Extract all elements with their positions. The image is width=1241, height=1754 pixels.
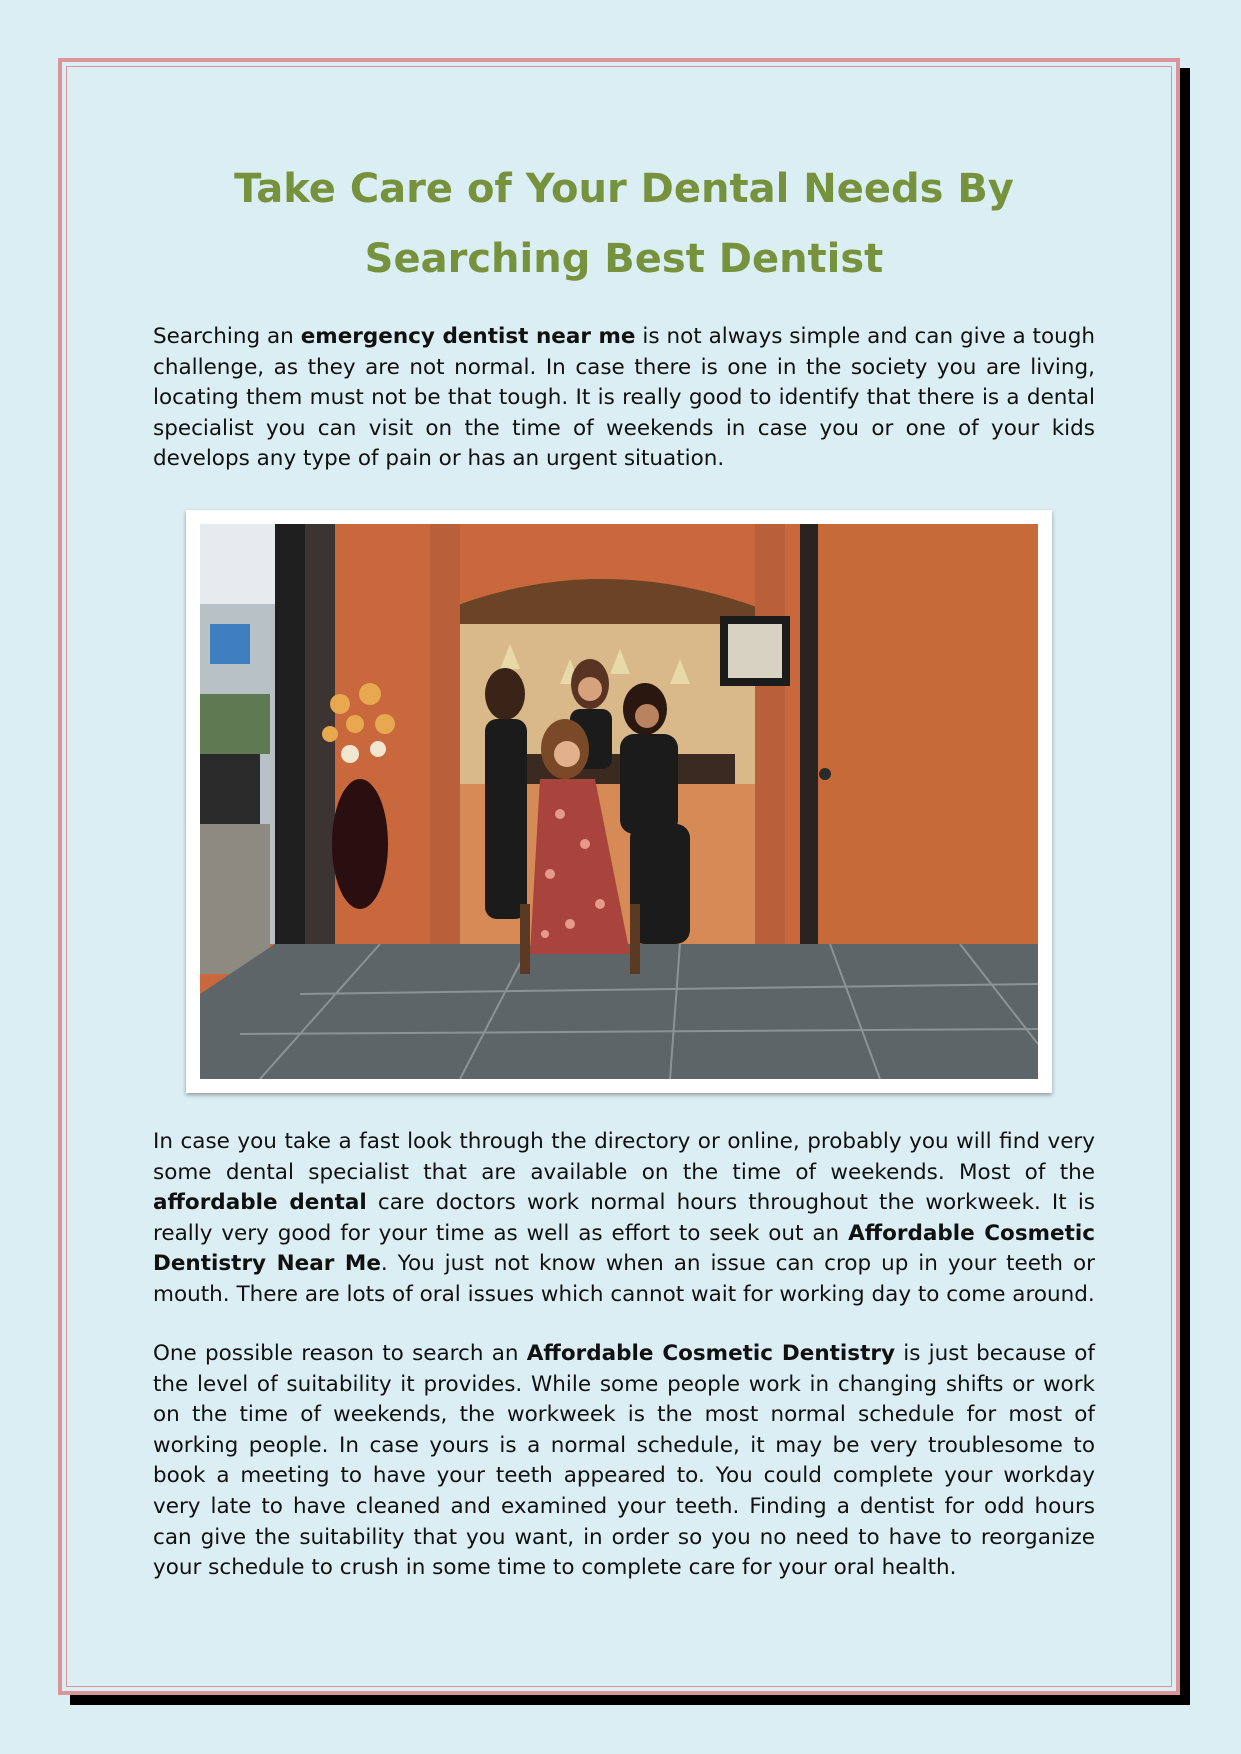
keyword-cosmetic-dentistry: Affordable Cosmetic Dentistry xyxy=(526,1341,895,1366)
paragraph-text: In case you take a fast look through the directory or online, probably you will find very some dental specialist that are available on the time of weekends. Most of the xyxy=(153,1129,1095,1185)
paragraph-suitability xyxy=(153,1339,1095,1584)
photo-frame xyxy=(186,510,1052,1093)
dental-office-photo xyxy=(200,524,1038,1079)
page-frame xyxy=(58,58,1180,1695)
paragraph-text: Searching an xyxy=(153,324,301,349)
paragraph-directory xyxy=(153,1127,1095,1311)
page-title: Take Care of Your Dental Needs By Searching Best Dentist xyxy=(234,166,1014,282)
paragraph-text: is just because of the level of suitability it provides. While some people work in changing shifts or work on the time of weekends, the workweek is the most normal schedule for most of working people. In case yours is a normal schedule, it may be very troublesome to book a meeting to have your teeth appeared to. You could complete your workday very late to have cleaned and examined your teeth. Finding a dentist for odd hours can give the suitability that you want, in order so you no need to have to reorganize your schedule to crush in some time to complete care for your oral health. xyxy=(153,1341,1095,1581)
keyword-link: emergency dentist near me xyxy=(300,324,636,349)
keyword-cosmetic-dentistry-near-me: Affordable Cosmetic Dentistry Near Me xyxy=(153,1220,1095,1277)
paragraph-intro xyxy=(153,322,1095,475)
dental-office-illustration xyxy=(200,524,1038,1079)
keyword-affordable-dental: affordable dental xyxy=(153,1190,367,1216)
paragraph-text: is not always simple and can give a tough challenge, as they are not normal. In case there is one in the society you are living, locating them must not be that tough. It is really good to identify that there is a dental specialist you can visit on the time of weekends in case you or one of your kids develops any type of pain or has an urgent situation. xyxy=(153,324,1095,472)
paragraph-text: . You just not know when an issue can crop up in your teeth or mouth. There are lots of oral issues which cannot wait for working day to come around. xyxy=(153,1251,1095,1307)
paragraph-text: One possible reason to search an xyxy=(153,1341,527,1366)
paragraph-text: care doctors work normal hours throughout the workweek. It is really very good for your time as well as effort to seek out an xyxy=(153,1190,1095,1246)
